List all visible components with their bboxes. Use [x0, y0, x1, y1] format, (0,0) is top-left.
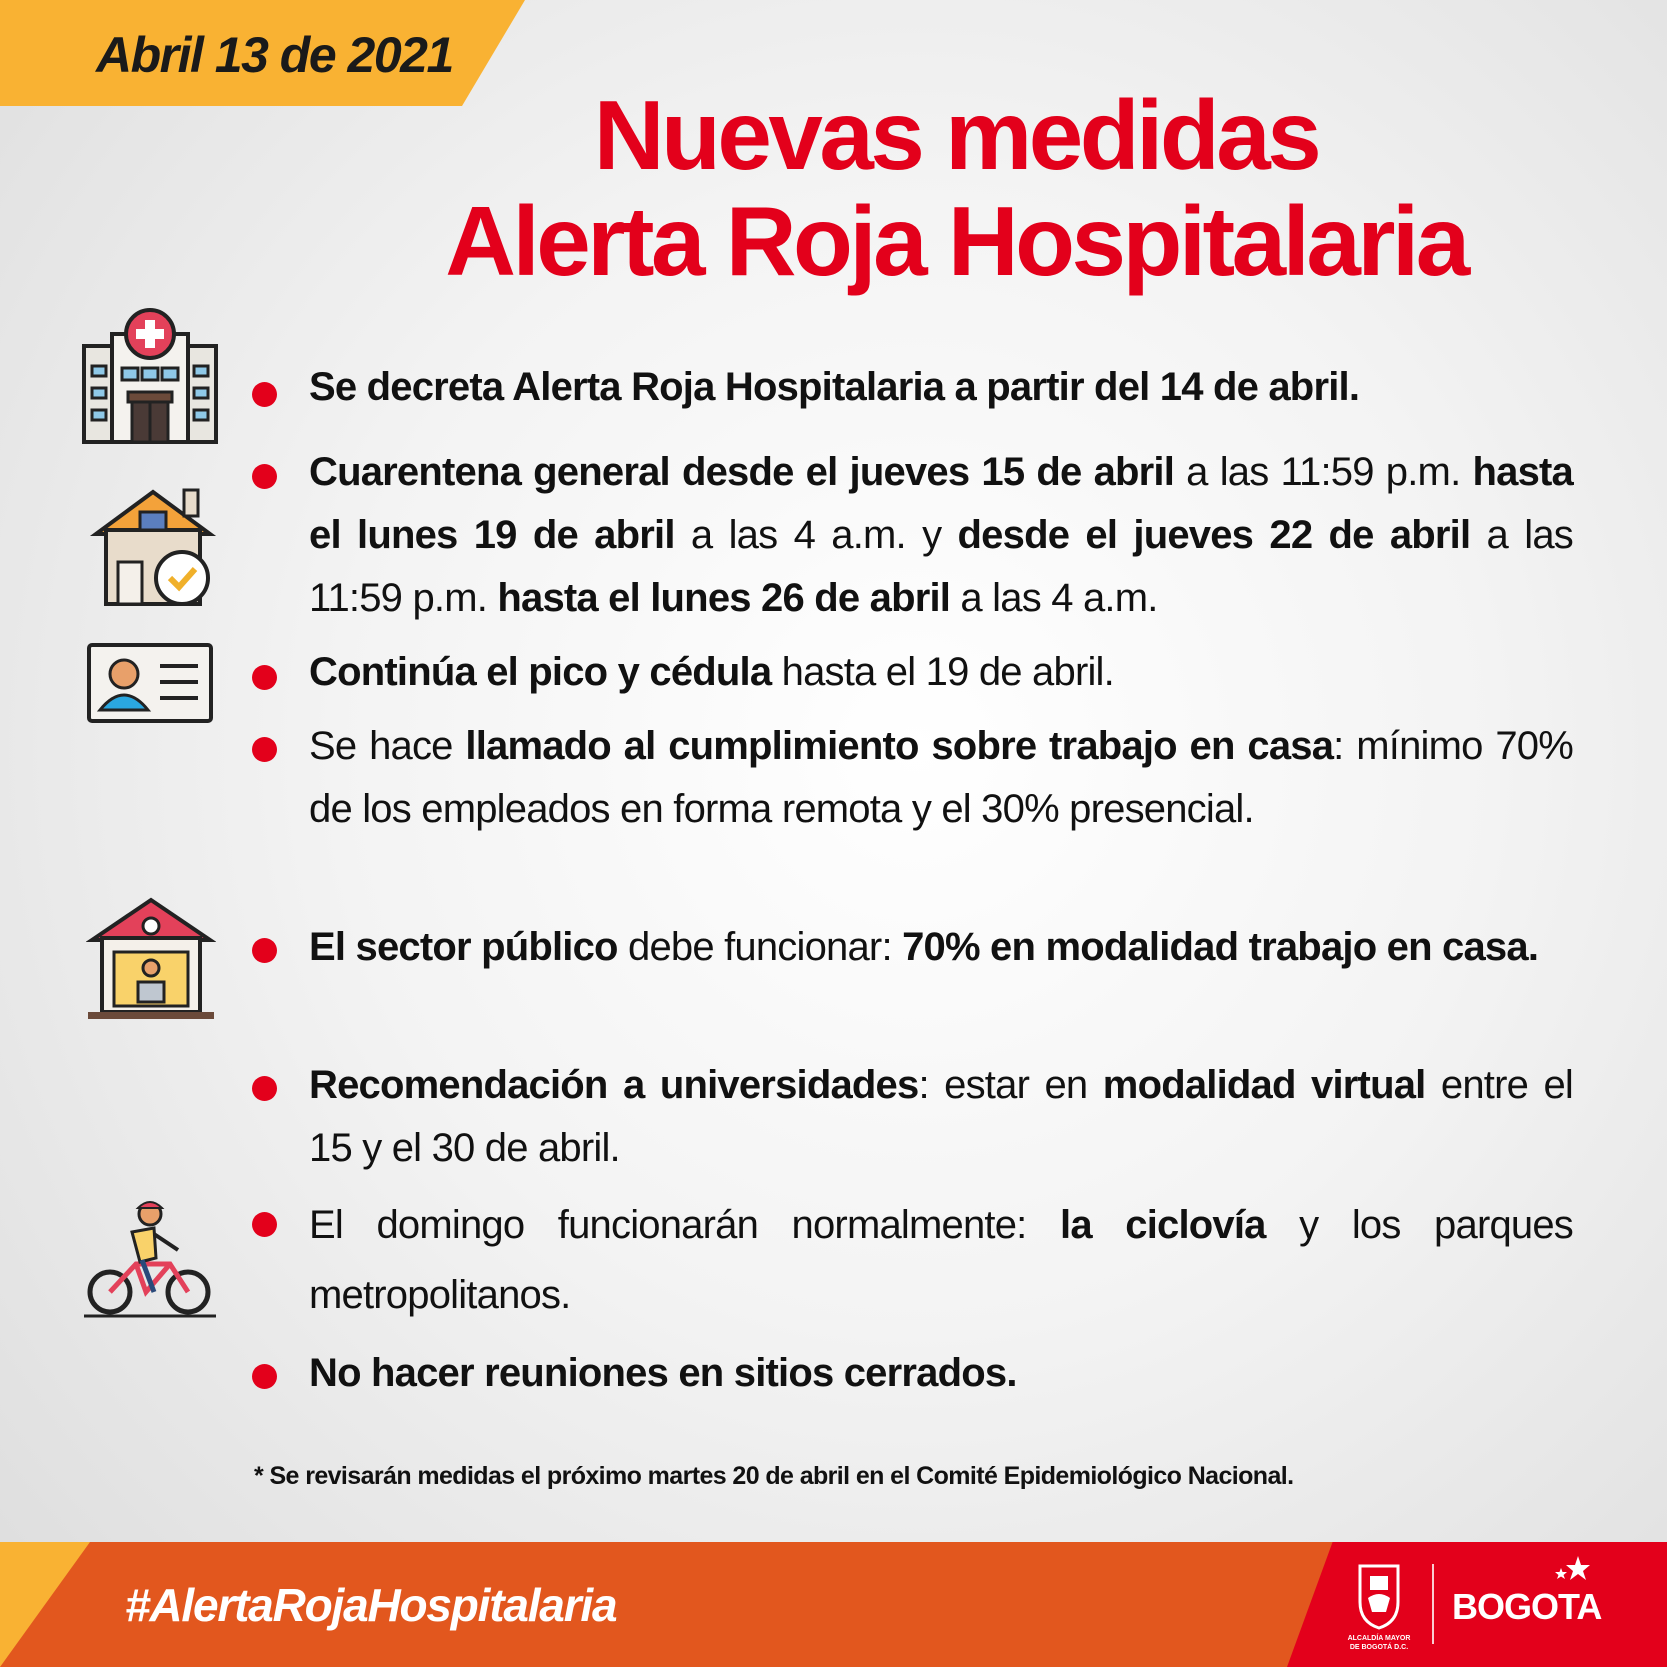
bullet-segment: No hacer reuniones en sitios cerrados. [309, 1351, 1017, 1395]
bullet-segment: hasta el lunes 26 de abril [497, 576, 951, 620]
footer-yellow-accent [0, 1542, 90, 1667]
bullet-segment: a las 11:59 p.m. [309, 513, 1573, 620]
bullet-text [309, 715, 1573, 841]
footnote: * Se revisarán medidas el próximo martes 20 de abril en el Comité Epidemiológico Nacional. [254, 1462, 1294, 1490]
bullet-segment: : estar en [918, 1063, 1103, 1107]
bullet-segment: hasta el lunes 19 de abril [309, 450, 1573, 557]
bullet-segment: a las 4 a.m. [950, 576, 1158, 620]
bullet-dot [252, 1076, 277, 1101]
bullet-segment: El sector público [309, 925, 618, 969]
id-card-icon [86, 642, 214, 724]
logo-divider [1432, 1564, 1434, 1644]
title-line-1: Nuevas medidas [593, 80, 1319, 190]
hashtag[interactable]: #AlertaRojaHospitalaria [125, 1579, 617, 1631]
bullet-segment: El domingo funcionarán normalmente: [309, 1203, 1060, 1247]
bullet-dot [252, 1364, 277, 1389]
bullet-text [309, 356, 1573, 419]
bullet-dot [252, 737, 277, 762]
page-title [0, 82, 1667, 294]
footer-bar [0, 1542, 1667, 1667]
bullet-segment: y los parques metropolitanos. [309, 1203, 1573, 1317]
bullet-text [309, 641, 1573, 704]
bullet-dot [252, 1212, 277, 1237]
star-icon [1552, 1554, 1594, 1588]
bullet-dot [252, 464, 277, 489]
bullet-text [309, 1190, 1573, 1330]
alcaldia-caption: ALCALDÍA MAYOR DE BOGOTÁ D.C. [1347, 1635, 1411, 1651]
bullet-segment: desde el jueves 22 de abril [957, 513, 1471, 557]
bullet-segment: hasta el 19 de abril. [771, 650, 1114, 694]
bogota-logo: BOGOTA [1452, 1586, 1602, 1627]
bullet-segment: 70% en modalidad trabajo en casa. [902, 925, 1539, 969]
bullet-segment: a las 11:59 p.m. [1174, 450, 1473, 494]
house-check-icon [88, 484, 218, 608]
bullet-segment: Se hace [309, 724, 466, 768]
bullet-segment: la ciclovía [1060, 1203, 1266, 1247]
alcaldia-seal-icon [1356, 1562, 1402, 1632]
bullet-segment: Continúa el pico y cédula [309, 650, 772, 694]
bullet-segment: : mínimo 70% de los empleados en forma remota y el 30% presencial. [309, 724, 1573, 831]
bullet-segment: llamado al cumplimiento sobre trabajo en casa [465, 724, 1334, 768]
bullet-dot [252, 382, 277, 407]
bullet-segment: debe funcionar: [617, 925, 903, 969]
bullet-dot [252, 665, 277, 690]
bullet-segment: entre el 15 y el 30 de abril. [309, 1063, 1573, 1170]
bullet-dot [252, 938, 277, 963]
bullet-text [309, 1054, 1573, 1180]
bullet-segment: a las 4 a.m. y [674, 513, 958, 557]
bullet-segment: modalidad virtual [1102, 1063, 1426, 1107]
home-office-icon [86, 894, 216, 1022]
bullet-text [309, 441, 1573, 630]
bullet-segment: Se decreta Alerta Roja Hospitalaria a partir del 14 de abril. [309, 365, 1360, 409]
hospital-icon [80, 306, 220, 446]
bullet-segment: Recomendación a universidades [309, 1063, 919, 1107]
title-line-2: Alerta Roja Hospitalaria [445, 186, 1467, 296]
bullet-segment: Cuarentena general desde el jueves 15 de abril [309, 450, 1175, 494]
bullet-text [309, 1342, 1573, 1405]
date-label: Abril 13 de 2021 [96, 27, 453, 83]
bullet-text [309, 916, 1573, 979]
cyclist-icon [84, 1198, 216, 1318]
